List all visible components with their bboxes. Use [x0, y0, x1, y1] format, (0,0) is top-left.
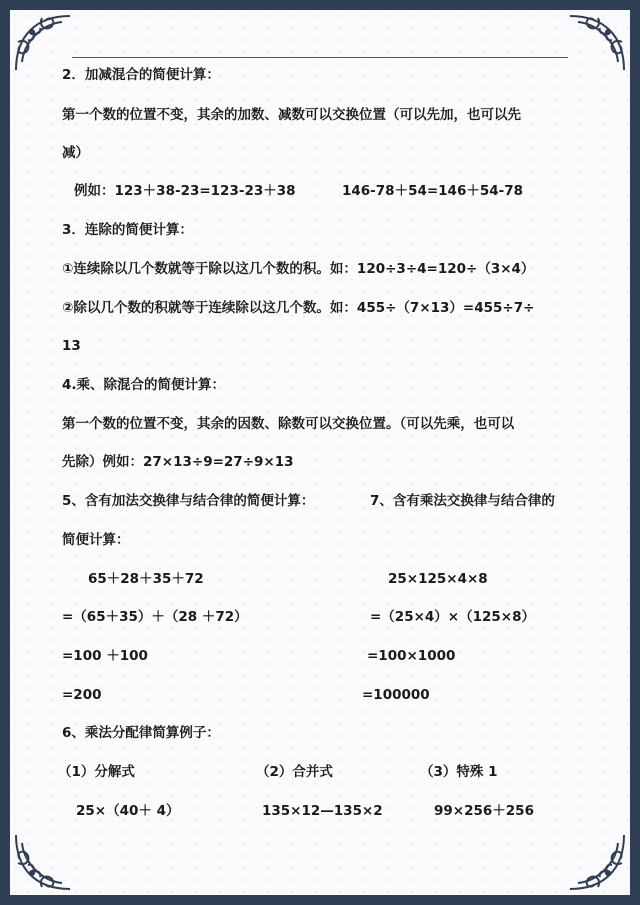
section-4-rule-line2: 先除）例如：27×13÷9=27÷9×13: [62, 454, 294, 470]
section-3-heading: 3．连除的简便计算：: [62, 222, 193, 238]
corner-ornament-icon: [12, 12, 74, 74]
calc-left-line: =200: [62, 687, 102, 703]
type-label: （1）分解式: [58, 764, 135, 780]
corner-ornament-icon: [566, 831, 628, 893]
calc-left-line: =（65＋35）＋（28 ＋72）: [62, 609, 248, 625]
section-3-item1: ①连续除以几个数就等于除以这几个数的积。如：120÷3÷4=120÷（3×4）: [62, 261, 535, 277]
type-label: （2）合并式: [256, 764, 333, 780]
calc-right-line: =100000: [362, 687, 430, 703]
section-2-example2: 146-78＋54=146＋54-78: [342, 183, 524, 199]
worksheet-page: [10, 10, 630, 895]
calc-right-line: =100×1000: [367, 648, 456, 664]
section-6-heading: 6、乘法分配律简算例子：: [62, 725, 220, 741]
calc-right-line: =（25×4）×（125×8）: [370, 609, 535, 625]
type-example: 25×（40＋ 4）: [76, 803, 180, 819]
section-7-heading: 7、含有乘法交换律与结合律的: [370, 493, 555, 509]
calc-right-line: 25×125×4×8: [388, 571, 488, 587]
calc-left-line: =100 ＋100: [62, 648, 148, 664]
section-2-rule-line1: 第一个数的位置不变，其余的加数、减数可以交换位置（可以先加，也可以先: [62, 107, 521, 123]
section-4-rule-line1: 第一个数的位置不变，其余的因数、除数可以交换位置。（可以先乘，也可以: [62, 416, 515, 432]
header-rule: [72, 57, 568, 58]
type-label: （3）特殊 1: [420, 764, 498, 780]
section-3-item2-line2: 13: [62, 338, 81, 354]
type-example: 99×256＋256: [434, 803, 534, 819]
section-2-rule-line2: 减）: [62, 145, 89, 161]
section-4-heading: 4.乘、除混合的简便计算：: [62, 377, 226, 393]
corner-ornament-icon: [12, 831, 74, 893]
type-example: 135×12—135×2: [262, 803, 383, 819]
section-5-heading: 5、含有加法交换律与结合律的简便计算：: [62, 493, 315, 509]
section-2-heading: 2．加减混合的简便计算：: [62, 67, 220, 83]
calc-left-line: 65＋28＋35＋72: [88, 571, 204, 587]
section-3-item2-line1: ②除以几个数的积就等于连续除以这几个数。如：455÷（7×13）=455÷7÷: [62, 300, 535, 316]
section-5-heading-cont: 简便计算：: [62, 532, 130, 548]
corner-ornament-icon: [566, 12, 628, 74]
section-2-example: 例如：123＋38-23=123-23＋38: [74, 183, 296, 199]
